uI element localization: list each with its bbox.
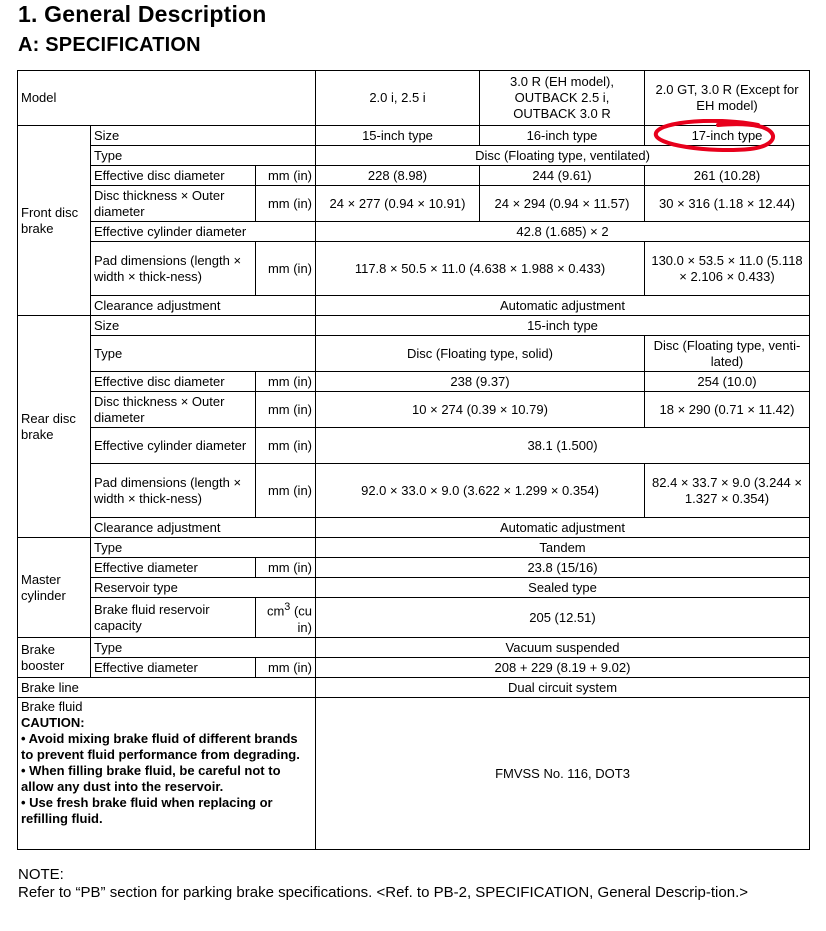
table-row (18, 71, 810, 126)
rear-group-label: Rear disc brake (18, 316, 91, 538)
rear-pad-12: 92.0 × 33.0 × 9.0 (3.622 × 1.299 × 0.354) (316, 464, 645, 518)
fluid-cell (18, 698, 316, 850)
front-pad-3: 130.0 × 53.5 × 11.0 (5.118 × 2.106 × 0.433) (645, 242, 810, 296)
booster-diam-unit: mm (in) (256, 658, 316, 678)
master-diam-value: 23.8 (15/16) (316, 558, 810, 578)
rear-pad-3: 82.4 × 33.7 × 9.0 (3.244 × 1.327 × 0.354) (645, 464, 810, 518)
master-group-label: Master cylinder (18, 538, 91, 638)
fluid-label: Brake fluid (21, 699, 83, 714)
caution-title: CAUTION: (21, 715, 85, 730)
front-thick-label: Disc thickness × Outer diameter (91, 186, 256, 222)
table-row (18, 126, 810, 146)
front-type-label: Type (91, 146, 316, 166)
front-thick-unit: mm (in) (256, 186, 316, 222)
front-clear-value: Automatic adjustment (316, 296, 810, 316)
front-size-label: Size (91, 126, 316, 146)
table-row (18, 558, 810, 578)
rear-cyl-label: Effective cylinder diameter (91, 428, 256, 464)
rear-thick-12: 10 × 274 (0.39 × 10.79) (316, 392, 645, 428)
section-title: 1. General Description (18, 1, 267, 27)
rear-cyl-value: 38.1 (1.500) (316, 428, 810, 464)
booster-diam-label: Effective diameter (91, 658, 256, 678)
master-cap-value: 205 (12.51) (316, 598, 810, 638)
rear-diam-label: Effective disc diameter (91, 372, 256, 392)
front-diam-label: Effective disc diameter (91, 166, 256, 186)
line-value: Dual circuit system (316, 678, 810, 698)
specification-table (17, 70, 810, 850)
front-diam-unit: mm (in) (256, 166, 316, 186)
table-row (18, 698, 810, 850)
rear-thick-unit: mm (in) (256, 392, 316, 428)
table-row (18, 428, 810, 464)
table-row (18, 392, 810, 428)
table-row (18, 518, 810, 538)
table-row (18, 242, 810, 296)
rear-thick-3: 18 × 290 (0.71 × 11.42) (645, 392, 810, 428)
front-pad-12: 117.8 × 50.5 × 11.0 (4.638 × 1.988 × 0.433) (316, 242, 645, 296)
note (18, 866, 813, 902)
table-row (18, 336, 810, 372)
table-row (18, 146, 810, 166)
front-thick-2: 24 × 294 (0.94 × 11.57) (480, 186, 645, 222)
front-diam-1: 228 (8.98) (316, 166, 480, 186)
front-size-2: 16-inch type (480, 126, 645, 146)
master-diam-unit: mm (in) (256, 558, 316, 578)
master-cap-label: Brake fluid reservoir capacity (91, 598, 256, 638)
booster-group-label: Brake booster (18, 638, 91, 678)
model-col-2: 3.0 R (EH model), OUTBACK 2.5 i, OUTBACK 3.0 R (480, 71, 645, 126)
rear-diam-12: 238 (9.37) (316, 372, 645, 392)
rear-size-label: Size (91, 316, 316, 336)
front-pad-unit: mm (in) (256, 242, 316, 296)
line-label: Brake line (18, 678, 316, 698)
rear-pad-label: Pad dimensions (length × width × thick-ness) (91, 464, 256, 518)
note-title: NOTE: (18, 866, 64, 883)
rear-type-3: Disc (Floating type, venti-lated) (645, 336, 810, 372)
rear-size-value: 15-inch type (316, 316, 810, 336)
master-res-value: Sealed type (316, 578, 810, 598)
table-row (18, 166, 810, 186)
rear-clear-label: Clearance adjustment (91, 518, 316, 538)
front-thick-1: 24 × 277 (0.94 × 10.91) (316, 186, 480, 222)
table-row (18, 658, 810, 678)
table-row (18, 186, 810, 222)
model-label: Model (18, 71, 316, 126)
front-group-label: Front disc brake (18, 126, 91, 316)
master-type-value: Tandem (316, 538, 810, 558)
fluid-value: FMVSS No. 116, DOT3 (316, 698, 810, 850)
table-row (18, 578, 810, 598)
table-row (18, 222, 810, 242)
front-type-value: Disc (Floating type, ventilated) (316, 146, 810, 166)
master-cap-unit-exp: 3 (284, 601, 291, 614)
table-row (18, 538, 810, 558)
front-diam-3: 261 (10.28) (645, 166, 810, 186)
model-col-3: 2.0 GT, 3.0 R (Except for EH model) (645, 71, 810, 126)
front-clear-label: Clearance adjustment (91, 296, 316, 316)
rear-pad-unit: mm (in) (256, 464, 316, 518)
caution-item-1: • Avoid mixing brake fluid of different brands to prevent fluid performance from degrading. (21, 731, 300, 762)
rear-type-12: Disc (Floating type, solid) (316, 336, 645, 372)
master-res-label: Reservoir type (91, 578, 316, 598)
rear-diam-unit: mm (in) (256, 372, 316, 392)
table-row (18, 296, 810, 316)
front-size-3: 17-inch type (645, 126, 810, 146)
rear-diam-3: 254 (10.0) (645, 372, 810, 392)
rear-cyl-unit: mm (in) (256, 428, 316, 464)
table-row (18, 464, 810, 518)
table-row (18, 316, 810, 336)
table-row (18, 598, 810, 638)
front-pad-label: Pad dimensions (length × width × thick-ness) (91, 242, 256, 296)
master-type-label: Type (91, 538, 316, 558)
front-diam-2: 244 (9.61) (480, 166, 645, 186)
booster-type-label: Type (91, 638, 316, 658)
front-size-1: 15-inch type (316, 126, 480, 146)
master-diam-label: Effective diameter (91, 558, 256, 578)
table-row (18, 372, 810, 392)
caution-item-3: • Use fresh brake fluid when replacing or refilling fluid. (21, 795, 273, 826)
caution-item-2: • When filling brake fluid, be careful not to allow any dust into the reservoir. (21, 763, 281, 794)
front-cyl-label: Effective cylinder diameter (91, 222, 316, 242)
rear-type-label: Type (91, 336, 316, 372)
subsection-title: A: SPECIFICATION (18, 34, 201, 56)
rear-clear-value: Automatic adjustment (316, 518, 810, 538)
table-row (18, 638, 810, 658)
model-col-1: 2.0 i, 2.5 i (316, 71, 480, 126)
table-row (18, 678, 810, 698)
front-cyl-value: 42.8 (1.685) × 2 (316, 222, 810, 242)
master-cap-unit (256, 598, 316, 638)
front-thick-3: 30 × 316 (1.18 × 12.44) (645, 186, 810, 222)
booster-diam-value: 208 + 229 (8.19 + 9.02) (316, 658, 810, 678)
master-cap-unit-rest: (cu in) (290, 603, 312, 635)
booster-type-value: Vacuum suspended (316, 638, 810, 658)
rear-thick-label: Disc thickness × Outer diameter (91, 392, 256, 428)
note-text: Refer to “PB” section for parking brake specifications. <Ref. to PB-2, SPECIFICATION, General Descrip-tion.> (18, 884, 749, 901)
master-cap-unit-base: cm (266, 603, 285, 619)
